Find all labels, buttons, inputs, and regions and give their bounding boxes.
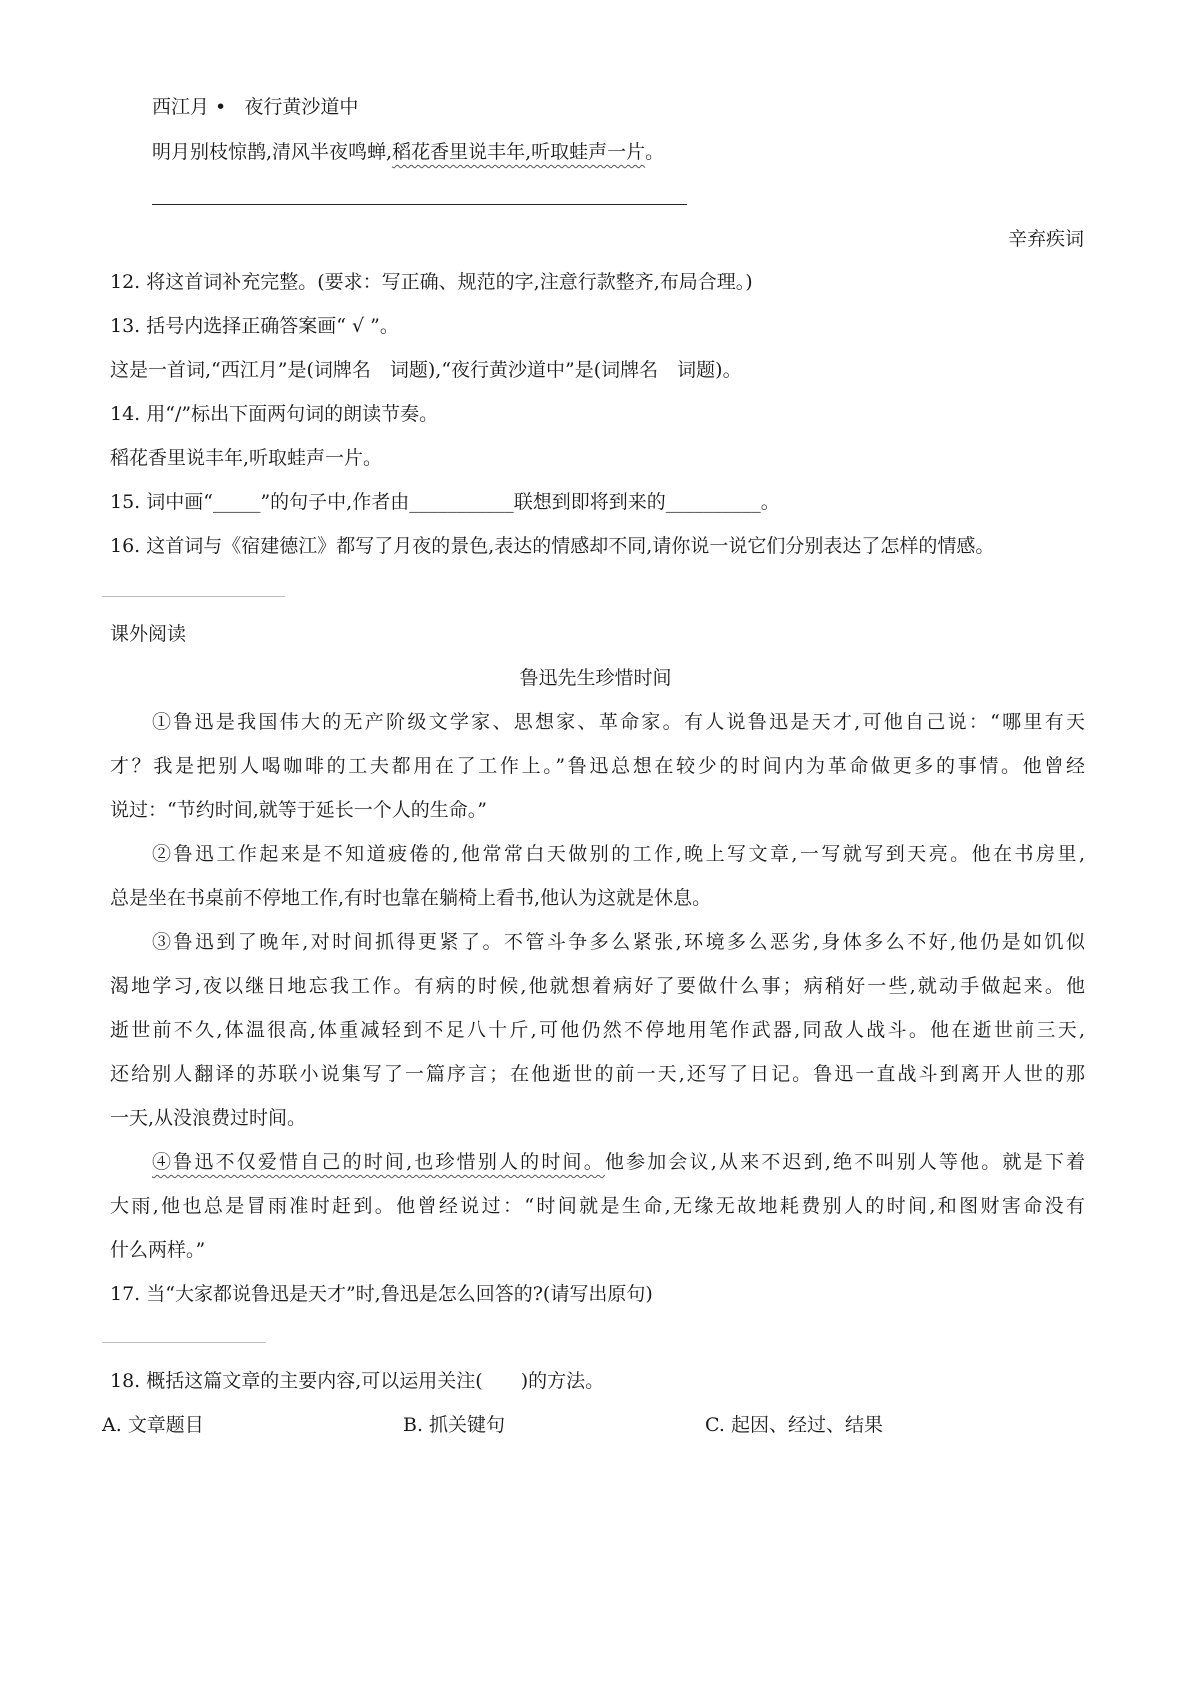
question-16: 16. 这首词与《宿建德江》都写了月夜的景色,表达的情感却不同,请你说一说它们分别表达了怎样的情感。 (110, 535, 995, 557)
section-heading: 课外阅读 (110, 623, 187, 645)
paragraph-2-line-2: 总是坐在书桌前不停地工作,有时也靠在躺椅上看书,他认为这就是休息。 (110, 887, 712, 909)
paragraph-3-line-3: 逝世前不久,体温很高,体重减轻到不足八十斤,可他仍然不停地用笔作武器,同敌人战斗。他在逝世前三天, (110, 1019, 1085, 1041)
paragraph-1-line-1: ①鲁迅是我国伟大的无产阶级文学家、思想家、革命家。有人说鲁迅是天才,可他自己说：“哪里有天 (152, 711, 1085, 733)
paragraph-4-line-2: 大雨,他也总是冒雨准时赶到。他曾经说过：“时间就是生命,无缘无故地耗费别人的时间,和图财害命没有 (110, 1195, 1085, 1217)
paragraph-3-line-1: ③鲁迅到了晚年,对时间抓得更紧了。不管斗争多么紧张,环境多么恶劣,身体多么不好,他仍是如饥似 (152, 931, 1085, 953)
paragraph-4-marked: ④鲁迅不仅爱惜自己的时间,也珍惜别人的时间。 (152, 1151, 605, 1173)
answer-line-17 (102, 1342, 266, 1343)
option-c: C. 起因、经过、结果 (705, 1414, 883, 1436)
poem-title-tune: 西江月 • (152, 96, 227, 118)
poem-title-subject: 夜行黄沙道中 (244, 96, 359, 118)
paragraph-1-line-2: 才？我是把别人喝咖啡的工夫都用在了工作上。”鲁迅总想在较少的时间内为革命做更多的事情。他曾经 (110, 755, 1085, 777)
poem-line-1 (152, 143, 664, 162)
paragraph-4-rest: 他参加会议,从来不迟到,绝不叫别人等他。就是下着 (604, 1151, 1085, 1173)
paragraph-3-line-5: 一天,从没浪费过时间。 (110, 1107, 307, 1129)
paragraph-3-line-2: 渴地学习,夜以继日地忘我工作。有病的时候,他就想着病好了要做什么事；病稍好一些,就动手做起来。他 (110, 975, 1085, 997)
question-13: 13. 括号内选择正确答案画“ √ ”。 (110, 315, 399, 337)
answer-line-16 (102, 596, 285, 597)
question-14: 14. 用“/”标出下面两句词的朗读节奏。 (110, 403, 439, 425)
paragraph-2-line-1: ②鲁迅工作起来是不知道疲倦的,他常常白天做别的工作,晚上写文章,一写就写到天亮。他在书房里, (152, 843, 1085, 865)
article-title: 鲁迅先生珍惜时间 (519, 667, 672, 689)
poem-author: 辛弃疾词 (1007, 228, 1084, 250)
option-b: B. 抓关键句 (403, 1414, 506, 1436)
paragraph-4-line-3: 什么两样。” (110, 1239, 206, 1261)
paragraph-3-line-4: 还给别人翻译的苏联小说集写了一篇序言；在他逝世的前一天,还写了日记。鲁迅一直战斗到离开人世的那 (110, 1063, 1085, 1085)
poem-line-1-end: 。 (645, 141, 665, 163)
question-14-text: 稻花香里说丰年,听取蛙声一片。 (110, 447, 383, 469)
poem-line-1-marked: 稻花香里说丰年,听取蛙声一片 (392, 141, 646, 163)
question-18: 18. 概括这篇文章的主要内容,可以运用关注( )的方法。 (110, 1370, 605, 1392)
question-17: 17. 当“大家都说鲁迅是天才”时,鲁迅是怎么回答的?(请写出原句) (110, 1283, 653, 1305)
poem-title (152, 98, 358, 117)
paragraph-4-line-1 (152, 1153, 1085, 1172)
poem-line-1-plain: 明月别枝惊鹊,清风半夜鸣蝉, (152, 141, 393, 163)
question-12: 12. 将这首词补充完整。(要求：写正确、规范的字,注意行款整齐,布局合理。) (110, 271, 753, 293)
question-15: 15. 词中画“_____”的句子中,作者由___________联想到即将到来的__________。 (110, 491, 780, 513)
option-a: A. 文章题目 (102, 1414, 204, 1436)
question-13-text: 这是一首词,“西江月”是(词牌名 词题),“夜行黄沙道中”是(词牌名 词题)。 (110, 359, 742, 381)
poem-answer-line (152, 204, 687, 205)
paragraph-1-line-3: 说过：“节约时间,就等于延长一个人的生命。” (110, 799, 487, 821)
